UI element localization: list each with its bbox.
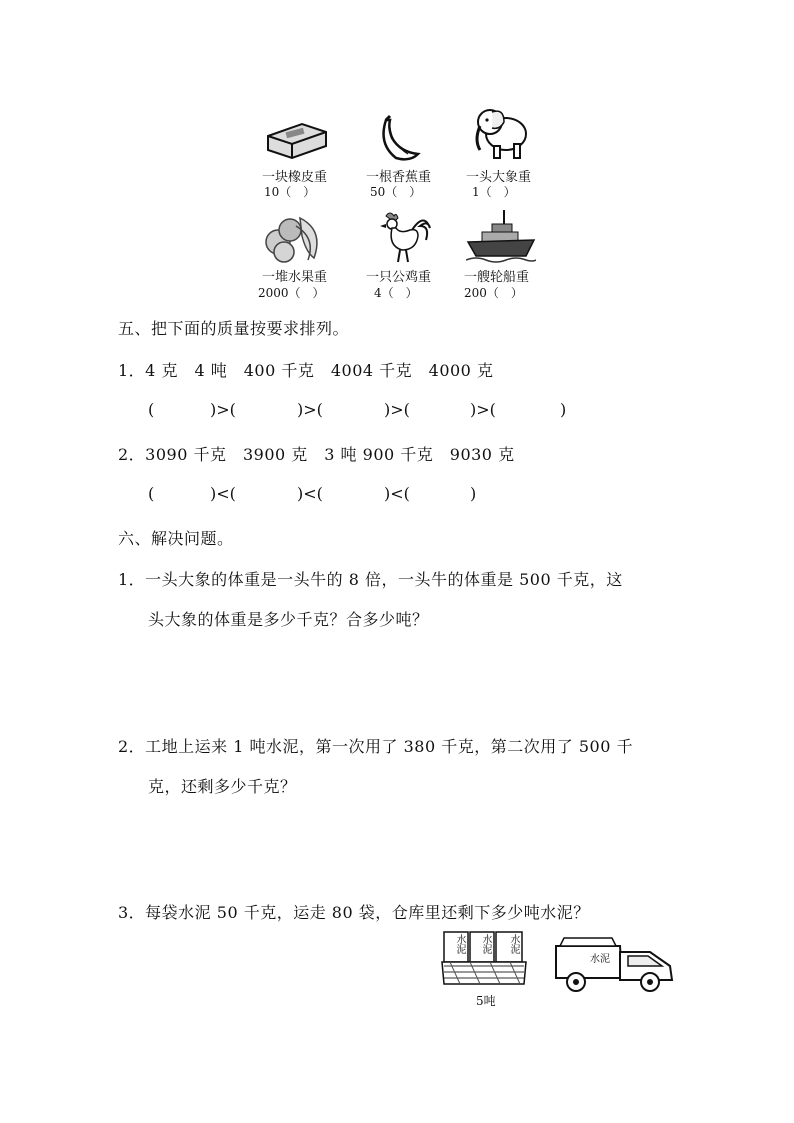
item-value: 50（ ）: [370, 185, 422, 199]
item-caption: 一只公鸡重: [366, 270, 432, 285]
question-6-1-line2: 头大象的体重是多少千克？合多少吨？: [148, 610, 429, 629]
blank-token: )>(: [210, 400, 236, 419]
blank-token: ): [470, 484, 477, 503]
item-caption: 一头大象重: [466, 170, 532, 185]
fruit-pile-icon: [262, 212, 324, 264]
bag-label-1: 水泥: [454, 934, 465, 954]
question-6-2-line2: 克，还剩多少千克？: [148, 777, 297, 796]
blank-token: )<(: [210, 484, 236, 503]
section5-title: 五、把下面的质量按要求排列。: [118, 319, 350, 338]
question-6-3: 3．每袋水泥 50 千克，运走 80 袋，仓库里还剩下多少吨水泥？: [118, 903, 590, 922]
blank-token: (: [148, 400, 155, 419]
banana-icon: [374, 114, 424, 164]
eraser-icon: [262, 118, 332, 162]
blank-token: )<(: [384, 484, 410, 503]
order-blanks-2: [148, 484, 488, 506]
truck-label: 水泥: [590, 954, 610, 965]
item-caption: 一艘轮船重: [464, 270, 530, 285]
question-5-2: 2．3090 千克 3900 克 3 吨 900 千克 9030 克: [118, 445, 515, 464]
truck-icon: [552, 934, 676, 996]
blank-token: ): [560, 400, 567, 419]
item-value: 200（ ）: [464, 286, 523, 300]
item-caption: 一块橡皮重: [262, 170, 328, 185]
question-6-2-line1: 2．工地上运来 1 吨水泥，第一次用了 380 千克，第二次用了 500 千: [118, 737, 633, 756]
section6-title: 六、解决问题。: [118, 529, 234, 548]
item-caption: 一堆水果重: [262, 270, 328, 285]
elephant-icon: [470, 100, 532, 162]
ship-icon: [466, 208, 536, 266]
blank-token: )>(: [470, 400, 496, 419]
blank-token: )<(: [297, 484, 323, 503]
stack-weight-caption: 5吨: [476, 994, 496, 1008]
blank-token: (: [148, 484, 155, 503]
blank-token: )>(: [384, 400, 410, 419]
item-value: 2000（ ）: [258, 286, 325, 300]
item-caption: 一根香蕉重: [366, 170, 432, 185]
item-value: 1（ ）: [472, 185, 516, 199]
bag-label-2: 水泥: [480, 934, 491, 954]
question-5-1: 1．4 克 4 吨 400 千克 4004 千克 4000 克: [118, 361, 494, 380]
question-6-1-line1: 1．一头大象的体重是一头牛的 8 倍，一头牛的体重是 500 千克，这: [118, 570, 623, 589]
rooster-icon: [372, 206, 434, 268]
bag-label-3: 水泥: [508, 934, 519, 954]
order-blanks-1: [148, 400, 588, 422]
item-value: 10（ ）: [264, 185, 316, 199]
blank-token: )>(: [297, 400, 323, 419]
item-value: 4（ ）: [374, 286, 418, 300]
